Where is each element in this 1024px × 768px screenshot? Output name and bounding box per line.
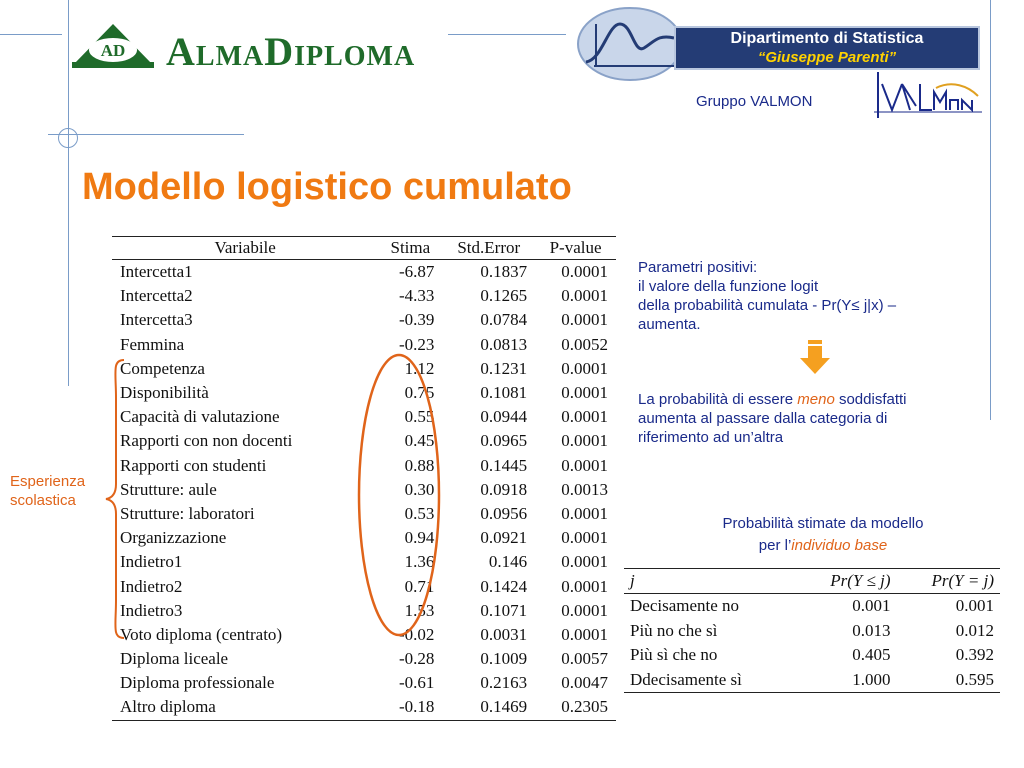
category-cell: Più no che sì	[630, 620, 718, 640]
esperienza-label	[10, 472, 85, 510]
column-header: Variabile	[112, 237, 378, 260]
category-cell: Ddecisamente sì	[624, 668, 796, 693]
table-row	[624, 619, 1000, 644]
p-value-cell: 0.0001	[561, 431, 608, 451]
column-header: Stima	[378, 237, 442, 260]
table-header-row	[624, 569, 1000, 594]
table-row	[112, 308, 616, 332]
p-value-cell: 0.0001	[561, 286, 608, 306]
estimate-cell: -0.61	[398, 673, 435, 693]
variable-cell: Rapporti con non docenti	[120, 431, 293, 451]
note-line: Parametri positivi:	[638, 259, 758, 276]
variable-cell: Rapporti con studenti	[120, 455, 267, 475]
down-arrow-icon	[800, 340, 830, 376]
estimate-cell: -0.28	[398, 649, 435, 669]
variable-cell: Femmina	[120, 334, 185, 354]
variable-cell: Disponibilità	[120, 383, 209, 403]
std-error-cell: 0.0784	[480, 310, 528, 330]
std-error-cell: 0.0921	[480, 528, 528, 548]
estimate-cell: 1.36	[404, 552, 435, 572]
department-dedication: “Giuseppe Parenti”	[757, 49, 897, 66]
std-error-cell: 0.1469	[442, 695, 535, 720]
caption-emphasis: individuo base	[791, 537, 888, 554]
table-row	[112, 647, 616, 671]
table-header-row	[112, 237, 616, 260]
column-header: j	[624, 569, 796, 594]
estimate-cell: 0.71	[404, 576, 435, 596]
p-value-cell: 0.0047	[561, 673, 608, 693]
probability-table	[624, 568, 1000, 693]
std-error-cell: 0.1231	[480, 358, 528, 378]
probability-cell: 0.012	[955, 620, 994, 640]
table-row	[112, 284, 616, 308]
table-row	[624, 594, 1000, 619]
variable-cell: Intercetta1	[120, 262, 193, 282]
estimate-cell: 0.53	[404, 503, 435, 523]
p-value-cell: 0.0057	[561, 649, 608, 669]
variable-cell: Voto diploma (centrato)	[120, 624, 283, 644]
p-value-cell: 0.0001	[561, 262, 608, 282]
variable-cell: Organizzazione	[120, 528, 227, 548]
cumulative-probability-cell: 0.001	[852, 596, 891, 616]
note-text: soddisfatti	[834, 391, 907, 408]
valmon-logo-icon	[872, 70, 984, 120]
estimate-cell: 0.55	[404, 407, 435, 427]
p-value-cell: 0.0001	[561, 358, 608, 378]
department-name: Dipartimento di Statistica	[730, 30, 924, 47]
estimate-cell: 0.45	[404, 431, 435, 451]
p-value-cell: 0.0001	[561, 600, 608, 620]
p-value-cell: 0.0001	[561, 528, 608, 548]
table-row	[624, 668, 1000, 693]
frame-rule	[448, 34, 566, 35]
note-line: riferimento ad un’altra	[638, 429, 784, 446]
caption-line: Probabilità stimate da modello	[722, 515, 924, 532]
column-header: Pr(Y ≤ j)	[796, 569, 896, 594]
std-error-cell: 0.0918	[480, 479, 528, 499]
estimate-cell: -0.39	[398, 310, 435, 330]
table-row	[112, 671, 616, 695]
table-row	[624, 643, 1000, 668]
estimate-cell: -0.02	[398, 624, 435, 644]
frame-rule	[990, 0, 991, 420]
frame-rule	[68, 0, 69, 386]
esperienza-line: scolastica	[10, 492, 76, 509]
almadiploma-logo	[70, 18, 460, 74]
std-error-cell: 0.146	[488, 552, 528, 572]
note-text: La probabilità di essere	[638, 391, 798, 408]
std-error-cell: 0.1837	[480, 262, 528, 282]
category-cell: Più sì che no	[630, 645, 718, 665]
std-error-cell: 0.0956	[480, 503, 528, 523]
p-value-cell: 0.0052	[561, 334, 608, 354]
estimate-cell: 0.75	[404, 383, 435, 403]
note-line: aumenta al passare dalla categoria di	[638, 410, 888, 427]
std-error-cell: 0.1445	[480, 455, 528, 475]
p-value-cell: 0.0001	[561, 310, 608, 330]
probability-table-caption	[640, 513, 1006, 557]
variable-cell: Capacità di valutazione	[120, 407, 280, 427]
note-line: della probabilità cumulata - Pr(Y≤ j|x) –	[638, 297, 897, 314]
frame-circle	[58, 128, 78, 148]
std-error-cell: 0.2163	[480, 673, 528, 693]
table-row	[112, 695, 616, 720]
variable-cell: Indietro2	[120, 576, 183, 596]
variable-cell: Indietro1	[120, 552, 183, 572]
variable-cell: Diploma liceale	[120, 649, 229, 669]
positive-parameters-note	[638, 258, 1008, 334]
estimate-cell: -0.23	[398, 334, 435, 354]
column-header: P-value	[535, 237, 616, 260]
almadiploma-badge-icon	[70, 18, 156, 70]
caption-text: per l’	[758, 537, 792, 554]
p-value-cell: 0.0001	[561, 576, 608, 596]
note-line: il valore della funzione logit	[638, 278, 819, 295]
estimate-cell: 0.94	[404, 528, 435, 548]
variable-cell: Diploma professionale	[120, 673, 275, 693]
estimate-cell: -6.87	[398, 262, 435, 282]
almadiploma-badge-text: AD	[100, 41, 126, 60]
note-line: aumenta.	[638, 316, 701, 333]
std-error-cell: 0.0965	[480, 431, 528, 451]
frame-rule	[0, 34, 62, 35]
std-error-cell: 0.1009	[480, 649, 528, 669]
p-value-cell: 0.0013	[561, 479, 608, 499]
std-error-cell: 0.1071	[480, 600, 528, 620]
gruppo-label: Gruppo VALMON	[696, 93, 813, 110]
std-error-cell: 0.1081	[480, 383, 528, 403]
department-name-box	[674, 26, 980, 70]
almadiploma-wordmark-text: AlmaDiploma	[166, 29, 416, 74]
caption-line	[640, 535, 1006, 557]
column-header: Pr(Y = j)	[897, 569, 1000, 594]
p-value-cell: 0.0001	[561, 455, 608, 475]
category-cell: Decisamente no	[630, 596, 740, 616]
table-row	[112, 260, 616, 285]
estimate-cell: -0.18	[378, 695, 442, 720]
std-error-cell: 0.1265	[480, 286, 528, 306]
note-line	[638, 390, 1008, 409]
esperienza-brace	[104, 358, 126, 640]
variable-cell: Competenza	[120, 358, 205, 378]
positive-estimates-ellipse	[356, 352, 442, 638]
p-value-cell: 0.0001	[561, 624, 608, 644]
slide-title: Modello logistico cumulato	[82, 166, 572, 208]
variable-cell: Altro diploma	[112, 695, 378, 720]
p-value-cell: 0.0001	[561, 407, 608, 427]
estimate-cell: 0.30	[404, 479, 435, 499]
std-error-cell: 0.0944	[480, 407, 528, 427]
almadiploma-wordmark	[166, 28, 415, 75]
variable-cell: Strutture: aule	[120, 479, 217, 499]
probability-cell: 0.595	[897, 668, 1000, 693]
esperienza-line: Esperienza	[10, 473, 86, 490]
bell-curve-icon	[574, 4, 684, 84]
p-value-cell: 0.0001	[561, 552, 608, 572]
cumulative-probability-cell: 0.013	[852, 620, 891, 640]
estimate-cell: 1.53	[404, 600, 435, 620]
estimate-cell: -4.33	[398, 286, 435, 306]
std-error-cell: 0.1424	[480, 576, 528, 596]
std-error-cell: 0.0031	[480, 624, 528, 644]
p-value-cell: 0.0001	[561, 383, 608, 403]
cumulative-probability-cell: 0.405	[852, 645, 891, 665]
probability-cell: 0.392	[955, 645, 994, 665]
variable-cell: Strutture: laboratori	[120, 503, 255, 523]
std-error-cell: 0.0813	[480, 334, 528, 354]
note-emphasis: meno	[797, 391, 835, 408]
p-value-cell: 0.2305	[535, 695, 616, 720]
probability-note	[638, 390, 1008, 447]
cumulative-probability-cell: 1.000	[796, 668, 896, 693]
variable-cell: Intercetta2	[120, 286, 193, 306]
variable-cell: Indietro3	[120, 600, 183, 620]
estimate-cell: 0.88	[404, 455, 435, 475]
probability-cell: 0.001	[955, 596, 994, 616]
variable-cell: Intercetta3	[120, 310, 193, 330]
estimate-cell: 1.12	[404, 358, 435, 378]
p-value-cell: 0.0001	[561, 503, 608, 523]
column-header: Std.Error	[442, 237, 535, 260]
